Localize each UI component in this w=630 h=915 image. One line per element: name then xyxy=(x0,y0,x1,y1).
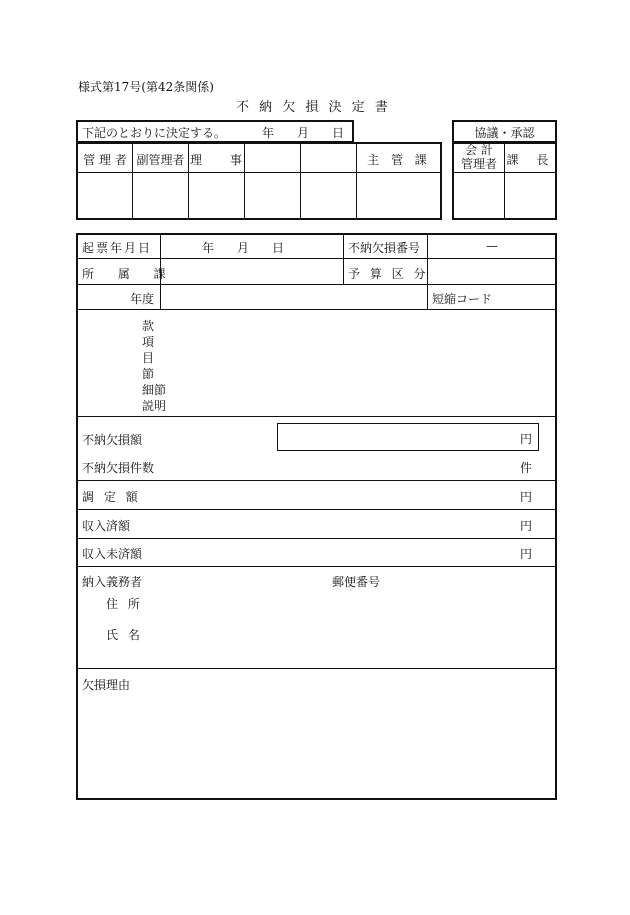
fiscal-year-label: 年度 xyxy=(129,292,154,306)
write-off-number-value: — xyxy=(486,239,498,253)
section-chief-label: 課 長 xyxy=(506,153,556,167)
budget-item-setsu: 節 xyxy=(142,367,155,381)
write-off-reason-label: 欠損理由 xyxy=(82,678,131,692)
consult-title: 協議・承認 xyxy=(474,126,535,140)
approver-manager-label: 管 理 者 xyxy=(83,153,127,167)
write-off-amount-label: 不納欠損額 xyxy=(82,433,143,447)
write-off-number-label: 不納欠損番号 xyxy=(348,241,421,255)
budget-item-kou: 項 xyxy=(142,335,155,349)
department-label: 所 属 課 xyxy=(82,267,176,281)
draft-day-label: 日 xyxy=(272,241,285,255)
write-off-amount-unit: 円 xyxy=(520,432,533,446)
address-label: 住 所 xyxy=(106,597,143,611)
budget-item-description: 説明 xyxy=(142,399,167,413)
approver-main-section-label: 主 管 課 xyxy=(367,153,431,167)
page-title: 不 納 欠 損 決 定 書 xyxy=(236,100,391,115)
approver-director-label: 理 事 xyxy=(190,153,254,167)
decision-month-label: 月 xyxy=(297,126,310,140)
postal-code-label: 郵便番号 xyxy=(332,575,381,589)
accounting-label-line1: 会 計 xyxy=(465,143,493,157)
assessed-amount-unit: 円 xyxy=(520,490,533,504)
name-label: 氏 名 xyxy=(106,628,143,642)
write-off-amount-field[interactable] xyxy=(277,423,539,451)
received-amount-unit: 円 xyxy=(520,519,533,533)
budget-class-label: 予 算 区 分 xyxy=(348,267,429,281)
decision-day-label: 日 xyxy=(332,126,345,140)
received-amount-label: 収入済額 xyxy=(82,519,131,533)
decision-notice: 下記のとおりに決定する。 xyxy=(82,126,227,140)
obligor-label: 納入義務者 xyxy=(82,575,143,589)
write-off-count-label: 不納欠損件数 xyxy=(82,461,155,475)
budget-item-kan: 款 xyxy=(142,319,155,333)
unreceived-amount-unit: 円 xyxy=(520,547,533,561)
accounting-label-line2: 管理者 xyxy=(460,157,497,171)
form-number: 様式第17号(第42条関係) xyxy=(78,80,214,94)
assessed-amount-label: 調 定 額 xyxy=(82,490,141,504)
budget-item-saisetsu: 細節 xyxy=(142,383,167,397)
decision-year-label: 年 xyxy=(262,126,275,140)
unreceived-amount-label: 収入未済額 xyxy=(82,547,143,561)
short-code-label: 短縮コード xyxy=(432,292,493,306)
draft-month-label: 月 xyxy=(237,241,250,255)
write-off-count-unit: 件 xyxy=(520,461,533,475)
approver-deputy-label: 副管理者 xyxy=(136,153,185,167)
draft-year-label: 年 xyxy=(202,241,215,255)
draft-date-label: 起票年月日 xyxy=(82,241,153,255)
budget-item-moku: 目 xyxy=(142,351,155,365)
